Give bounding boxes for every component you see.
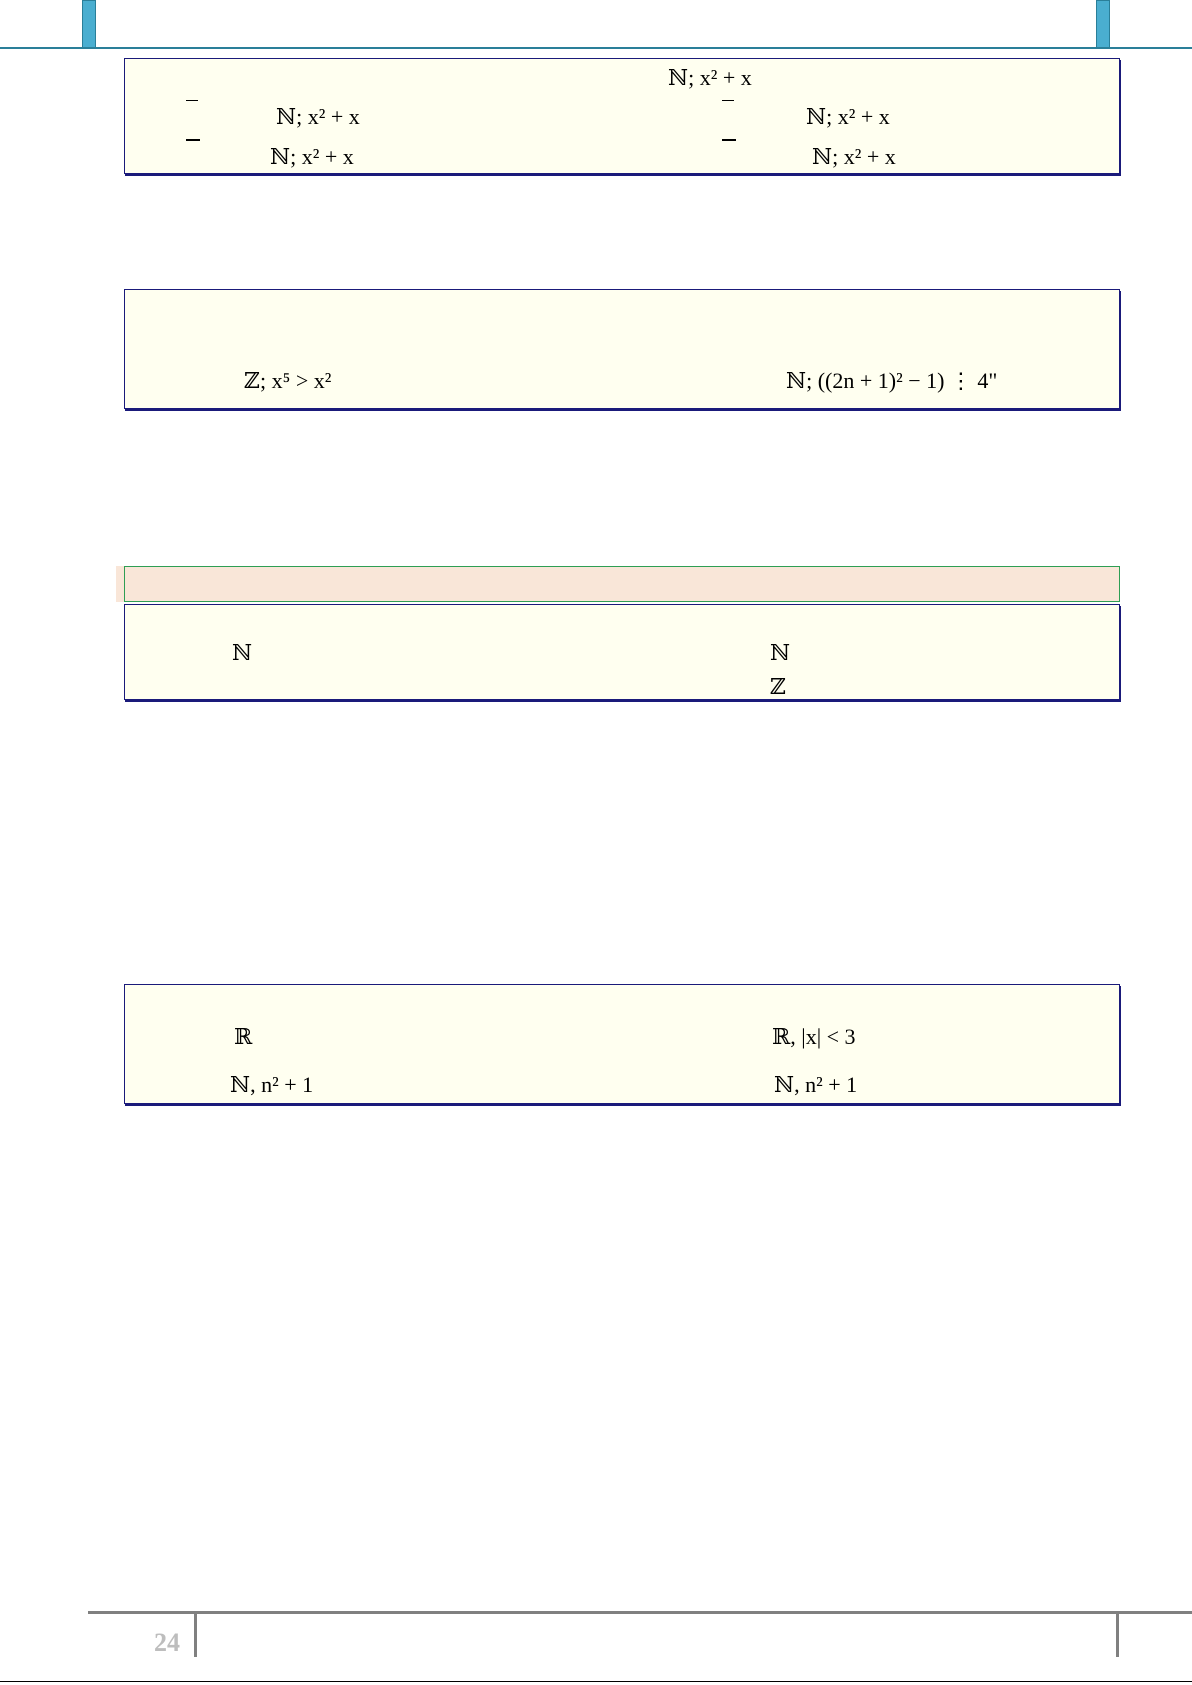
box1-right-dash-2 — [722, 139, 736, 141]
header-tab-right — [1096, 0, 1110, 48]
header-tab-left — [82, 0, 96, 48]
exercise-box-3 — [124, 604, 1120, 700]
box4-left-row2-formula: ℕ, n² + 1 — [230, 1072, 314, 1097]
section-band — [124, 566, 1120, 602]
box2-right-formula: ℕ; ((2n + 1)² − 1) ⋮ 4" — [786, 368, 998, 393]
box4-right-row1-formula: ℝ, |x| < 3 — [772, 1024, 856, 1049]
box1-left-row1-formula: ℕ; x² + x — [276, 104, 360, 129]
box4-left-row1-symbol: ℝ — [234, 1024, 253, 1049]
page-number: 24 — [154, 1628, 180, 1657]
footer-divider-right — [1116, 1611, 1119, 1657]
box1-left-dash-2 — [186, 139, 200, 141]
box3-left-row1-symbol: ℕ — [232, 640, 253, 665]
box4-right-row2-formula: ℕ, n² + 1 — [774, 1072, 858, 1097]
page-bottom-rule — [0, 1681, 1192, 1682]
box3-right-row2-symbol: ℤ — [770, 674, 787, 699]
header-rule — [0, 47, 1192, 49]
box1-right-dash-1 — [722, 100, 734, 101]
box2-left-formula: ℤ; x⁵ > x² — [244, 368, 332, 393]
box1-left-row2-formula: ℕ; x² + x — [270, 144, 354, 169]
box1-right-row2-formula: ℕ; x² + x — [812, 144, 896, 169]
footer-rule — [88, 1611, 1192, 1614]
box3-right-row1-symbol: ℕ — [770, 640, 791, 665]
footer-divider-left — [194, 1611, 197, 1657]
box1-right-row1-formula: ℕ; x² + x — [806, 104, 890, 129]
box1-top-center-formula: ℕ; x² + x — [668, 65, 752, 90]
box1-left-dash-1 — [186, 100, 198, 101]
